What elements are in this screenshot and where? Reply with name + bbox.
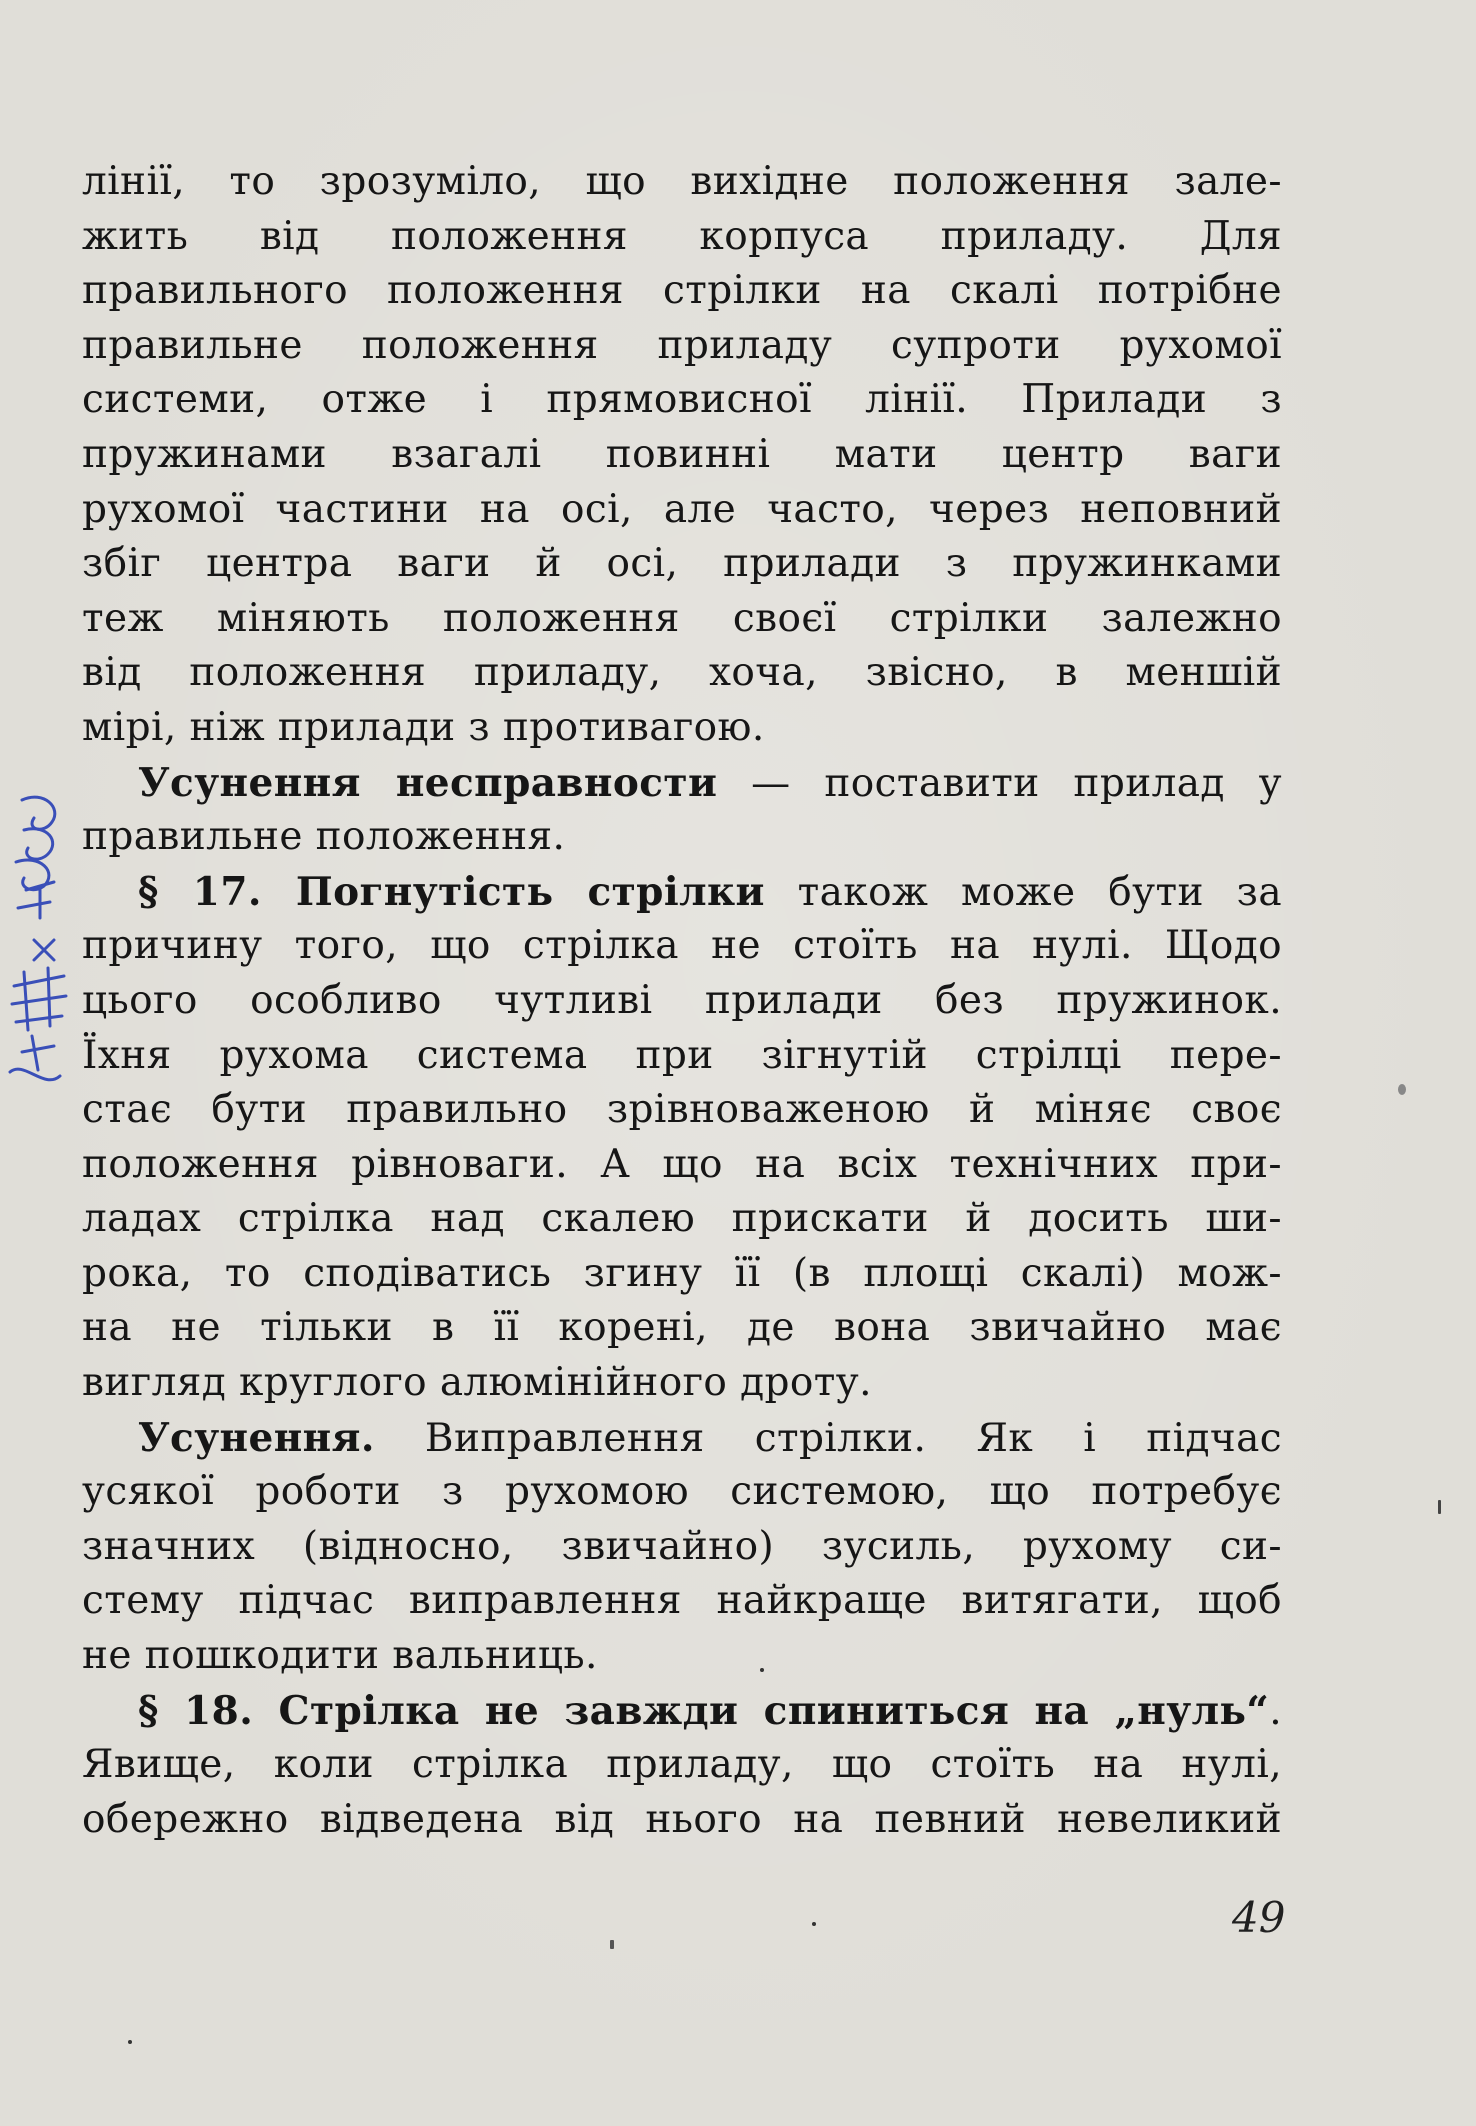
- text-line: правильного положення стрілки на скалі потрібне: [82, 268, 1282, 314]
- section-18-heading: § 18. Стрілка не завжди спиниться на „нуль“: [138, 1687, 1270, 1734]
- text-line: значних (відносно, звичайно) зусиль, рухому си-: [82, 1523, 1282, 1569]
- text-line: правильне положення.: [82, 814, 566, 860]
- text-line: збіг центра ваги й осі, прилади з пружинками: [82, 541, 1282, 587]
- text-line: теж міняють положення своєї стрілки залежно: [82, 595, 1282, 641]
- text-line: правильне положення приладу супроти рухомої: [82, 322, 1282, 368]
- text-line: системи, отже і прямовисної лінії. Прилади з: [82, 377, 1282, 423]
- paper-speck: [1438, 1500, 1441, 1514]
- library-stamp-icon: [4, 790, 76, 1120]
- text-line: пружинами взагалі повинні мати центр ваги: [82, 431, 1282, 477]
- text-line: Їхня рухома система при зігнутій стрілці пере-: [82, 1032, 1282, 1078]
- text-line: мірі, ніж прилади з противагою.: [82, 704, 765, 750]
- text-line: не пошкодити вальниць.: [82, 1633, 598, 1679]
- paper-speck: [760, 1668, 764, 1672]
- text-line: стему підчас виправлення найкраще витягати, щоб: [82, 1578, 1282, 1624]
- text-line: § 18. Стрілка не завжди спиниться на „нуль“.: [138, 1687, 1282, 1734]
- text-line: цього особливо чутливі прилади без пружинок.: [82, 977, 1282, 1023]
- paper-speck: [1398, 1084, 1406, 1095]
- text-line: Явище, коли стрілка приладу, що стоїть на нулі,: [82, 1742, 1282, 1788]
- page-number: 49: [1232, 1893, 1286, 1942]
- paper-speck: [610, 1940, 614, 1949]
- text-line: від положення приладу, хоча, звісно, в меншій: [82, 650, 1282, 696]
- text-line: усякої роботи з рухомою системою, що потребує: [82, 1469, 1282, 1515]
- text-line: ладах стрілка над скалею прискати й досить ши-: [82, 1196, 1282, 1242]
- text-line: лінії, то зрозуміло, що вихідне положення зале-: [82, 159, 1282, 204]
- text-line: рока, то сподіватись згину її (в площі скалі) мож-: [82, 1250, 1282, 1296]
- text-line: стає бути правильно зрівноваженою й міняє своє: [82, 1087, 1282, 1133]
- text-line: Усунення. Виправлення стрілки. Як і підчас: [138, 1414, 1282, 1461]
- section-17-heading: § 17. Погнутість стрілки: [138, 868, 765, 915]
- text-line: на не тільки в її корені, де вона звичайно має: [82, 1305, 1282, 1351]
- heading-remedy: Усунення.: [138, 1414, 375, 1461]
- text-line: Усунення несправности — поставити прилад у: [138, 759, 1282, 806]
- text-line: положення рівноваги. А що на всіх технічних при-: [82, 1141, 1282, 1187]
- text-line: § 17. Погнутість стрілки також може бути за: [138, 868, 1282, 915]
- text-line: обережно відведена від нього на певний невеликий: [82, 1796, 1282, 1842]
- text-line: жить від положення корпуса приладу. Для: [82, 213, 1282, 259]
- body-text: [82, 155, 1282, 1847]
- text-line: вигляд круглого алюмінійного дроту.: [82, 1360, 872, 1406]
- text-line: причину того, що стрілка не стоїть на нулі. Щодо: [82, 923, 1282, 969]
- text-line: рухомої частини на осі, але часто, через неповний: [82, 486, 1282, 532]
- paper-speck: [812, 1922, 816, 1926]
- heading-remedy: Усунення несправности: [138, 759, 718, 806]
- paper-speck: [128, 2040, 132, 2044]
